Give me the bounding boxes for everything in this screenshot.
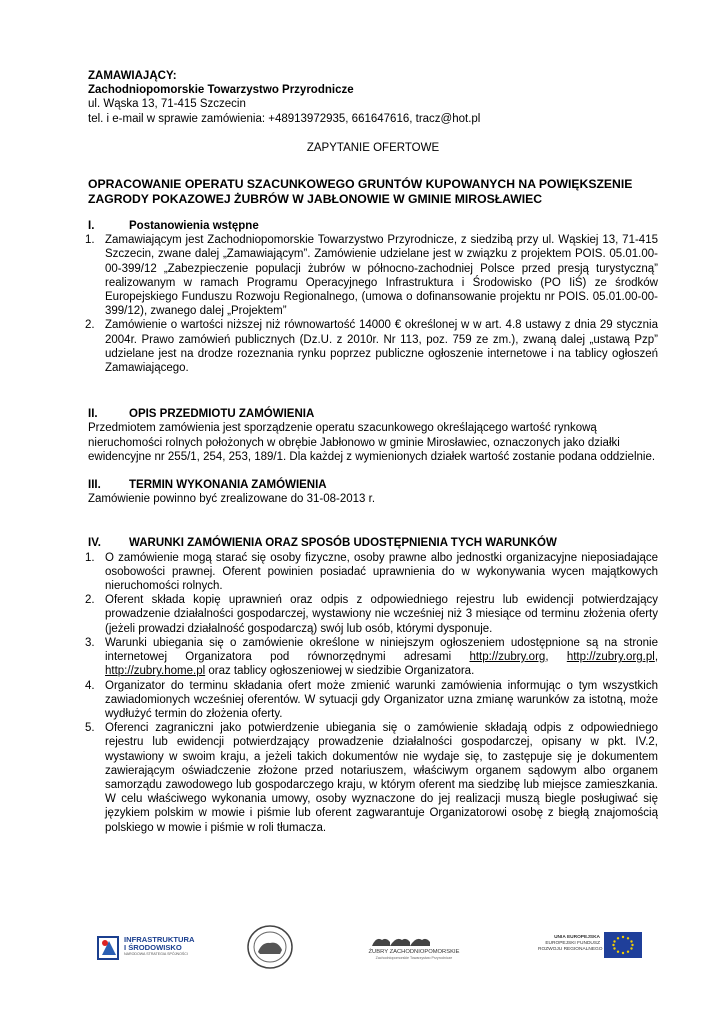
list-item: 3. Warunki ubiegania się o zamówienie określone w niniejszym ogłoszeniem udostępnione są na stronie internetowej Organizatora pod równorzędnymi adresami http://zubry.org, http://zubry.org.pl, http://zubry.home.pl oraz tablicy ogłoszeniowej w siedzibie Organizatora. <box>85 636 659 678</box>
section-title: Postanowienia wstępne <box>129 220 259 233</box>
list-item: 2. Oferent składa kopię uprawnień oraz odpis z odpowiedniego rejestru lub ewidencji potwierdzający prowadzenie działalności gospodarczej, wystawiony nie wcześniej niż 3 miesiące od terminu złożenia oferty (jeżeli prowadzi działalność gospodarczą) swój lub osób, którymi dysponuje. <box>85 594 658 635</box>
section-1-list <box>85 233 658 375</box>
logo-text: NARODOWA STRATEGIA SPÓJNOŚCI <box>124 952 188 957</box>
document-page <box>85 69 659 835</box>
link-zubry-home-pl[interactable]: http://zubry.home.pl <box>105 665 206 678</box>
seal-logo <box>246 924 294 970</box>
section-number: I. <box>88 220 95 233</box>
logo-text: INFRASTRUKTURA <box>124 935 195 944</box>
logo-text: ROZWOJU REGIONALNEGO <box>538 947 603 952</box>
section-2-text: Przedmiotem zamówienia jest sporządzenie operatu szacunkowego określającego wartość rynkową nieruchomości rolnych położonych w obrębie Jabłonowo w gminie Mirosławiec, oznaczonych jako działki ewidencyjne nr 255/1, 254, 253, 189/1. Dla każdej z wymienionych działek wartość zostanie podana oddzielnie. <box>88 422 656 463</box>
footer-logos <box>0 922 724 972</box>
infrastruktura-emblem-icon <box>96 933 122 963</box>
section-number: IV. <box>88 537 102 550</box>
section-number: II. <box>88 408 98 421</box>
orderer-contact: tel. i e-mail w sprawie zamówienia: +48913972935, 661647616, tracz@hot.pl <box>88 112 481 125</box>
link-zubry-org[interactable]: http://zubry.org <box>469 651 546 664</box>
section-3-text: Zamówienie powinno być zrealizowane do 31-08-2013 r. <box>88 493 376 506</box>
list-item: 1. O zamówienie mogą starać się osoby fizyczne, osoby prawne albo jednostki organizacyjne nieposiadające osobowości prawnej. Oferent powinien posiadać uprawnienia do w wykonywania wycen majątkowych nieruchomości rolnych. <box>85 551 658 593</box>
seal-icon <box>246 924 294 970</box>
link-zubry-org-pl[interactable]: http://zubry.org.pl <box>566 651 655 664</box>
list-item: 2. Zamówienie o wartości niższej niż równowartość 14000 € określonej w w art. 4.8 ustawy z dnia 29 stycznia 2004r. Prawo zamówień publicznych (Dz.U. z 2010r. Nr 113, poz. 759 ze zm.), zwaną dalej „ustawą Pzp” udzielane jest na drodze rozeznania rynku poprzez publiczne ogłoszenie internetowe i na tablicy ogłoszeń Zamawiającego. <box>85 319 658 375</box>
logo-text: I ŚRODOWISKO <box>124 943 182 953</box>
logo-text: UNIA EUROPEJSKA <box>554 935 600 940</box>
infrastruktura-logo <box>96 930 216 968</box>
section-title: WARUNKI ZAMÓWIENIA ORAZ SPOSÓB UDOSTĘPNIENIA TYCH WARUNKÓW <box>129 537 557 550</box>
bison-herd-icon <box>370 934 440 948</box>
section-heading-3 <box>88 478 658 492</box>
logo-text: ŻUBRY ZACHODNIOPOMORSKIE <box>368 949 460 955</box>
section-heading-4 <box>88 536 658 550</box>
section-heading-2 <box>88 407 658 421</box>
list-item: 1. Zamawiającym jest Zachodniopomorskie Towarzystwo Przyrodnicze, z siedzibą przy ul. Wąskiej 13, 71-415 Szczecin, zwane dalej „Zamawiającym”. Zamówienie udzielane jest w związku z projektem POIS. 05.01.00-00-399/12 „Zabezpieczenie populacji żubrów w północno-zachodniej Polsce przed presją turystyczną” realizowanym w ramach Programu Operacyjnego Infrastruktura i Środowisko (PO IiŚ) ze środków Europejskiego Funduszu Rozwoju Regionalnego, (umowa o dofinansowanie projektu nr POIS. 05.01.00-00-399/12), zwanego dalej „Projektem” <box>85 234 658 318</box>
orderer-address: ul. Wąska 13, 71-415 Szczecin <box>88 98 246 111</box>
section-title: TERMIN WYKONANIA ZAMÓWIENIA <box>129 479 327 492</box>
logo-text: EUROPEJSKI FUNDUSZ <box>545 941 600 946</box>
page-title: OPRACOWANIE OPERATU SZACUNKOWEGO GRUNTÓW KUPOWANYCH NA POWIĘKSZENIE ZAGRODY POKAZOWEJ ŻUBRÓW W JABŁONOWIE W GMINIE MIROSŁAWIEC <box>88 177 633 206</box>
section-heading-1 <box>88 219 658 233</box>
orderer-label: ZAMAWIAJĄCY: <box>88 70 177 82</box>
list-item: 4. Organizator do terminu składania ofert może zmienić warunki zamówienia informując o tym wszystkich zawiadomionych wcześniej oferentów. W sytuacji gdy Organizator uzna zmianę warunków za istotną, może wydłużyć termin do złożenia oferty. <box>85 679 658 720</box>
list-item: 5. Oferenci zagraniczni jako potwierdzenie ubiegania się o zamówienie składają odpis z odpowiedniego rejestru lub ewidencji potwierdzający prowadzenie działalności gospodarczej, opisany w pkt. IV.2, wystawiony w swoim kraju, a jeżeli takich dokumentów nie wydaje się, to zastępuje się je dokumentem zawierającym oświadczenie złożone przed notariuszem, właściwym organem sądowym albo organem samorządu zawodowego lub gospodarczego kraju, w którym oferent ma siedzibę lub miejsce zamieszkania. W celu właściwego wykonania umowy, osoby wyznaczone do jej realizacji muszą biegle posługiwać się językiem polskim w mowie i piśmie lub oferent zagwarantuje Organizatorowi osobę z biegłą znajomością polskiego w mowie i piśmie w roli tłumacza. <box>85 722 658 834</box>
eu-logo <box>538 932 644 962</box>
eu-flag-icon <box>604 932 642 958</box>
section-number: III. <box>88 479 101 492</box>
doc-type: ZAPYTANIE OFERTOWE <box>306 141 440 154</box>
zubry-logo <box>360 934 468 968</box>
logo-text: Zachodniopomorskie Towarzystwo Przyrodnicze <box>375 956 453 960</box>
orderer-name: Zachodniopomorskie Towarzystwo Przyrodnicze <box>88 84 354 97</box>
section-4-list <box>85 551 659 835</box>
section-title: OPIS PRZEDMIOTU ZAMÓWIENIA <box>129 408 315 421</box>
